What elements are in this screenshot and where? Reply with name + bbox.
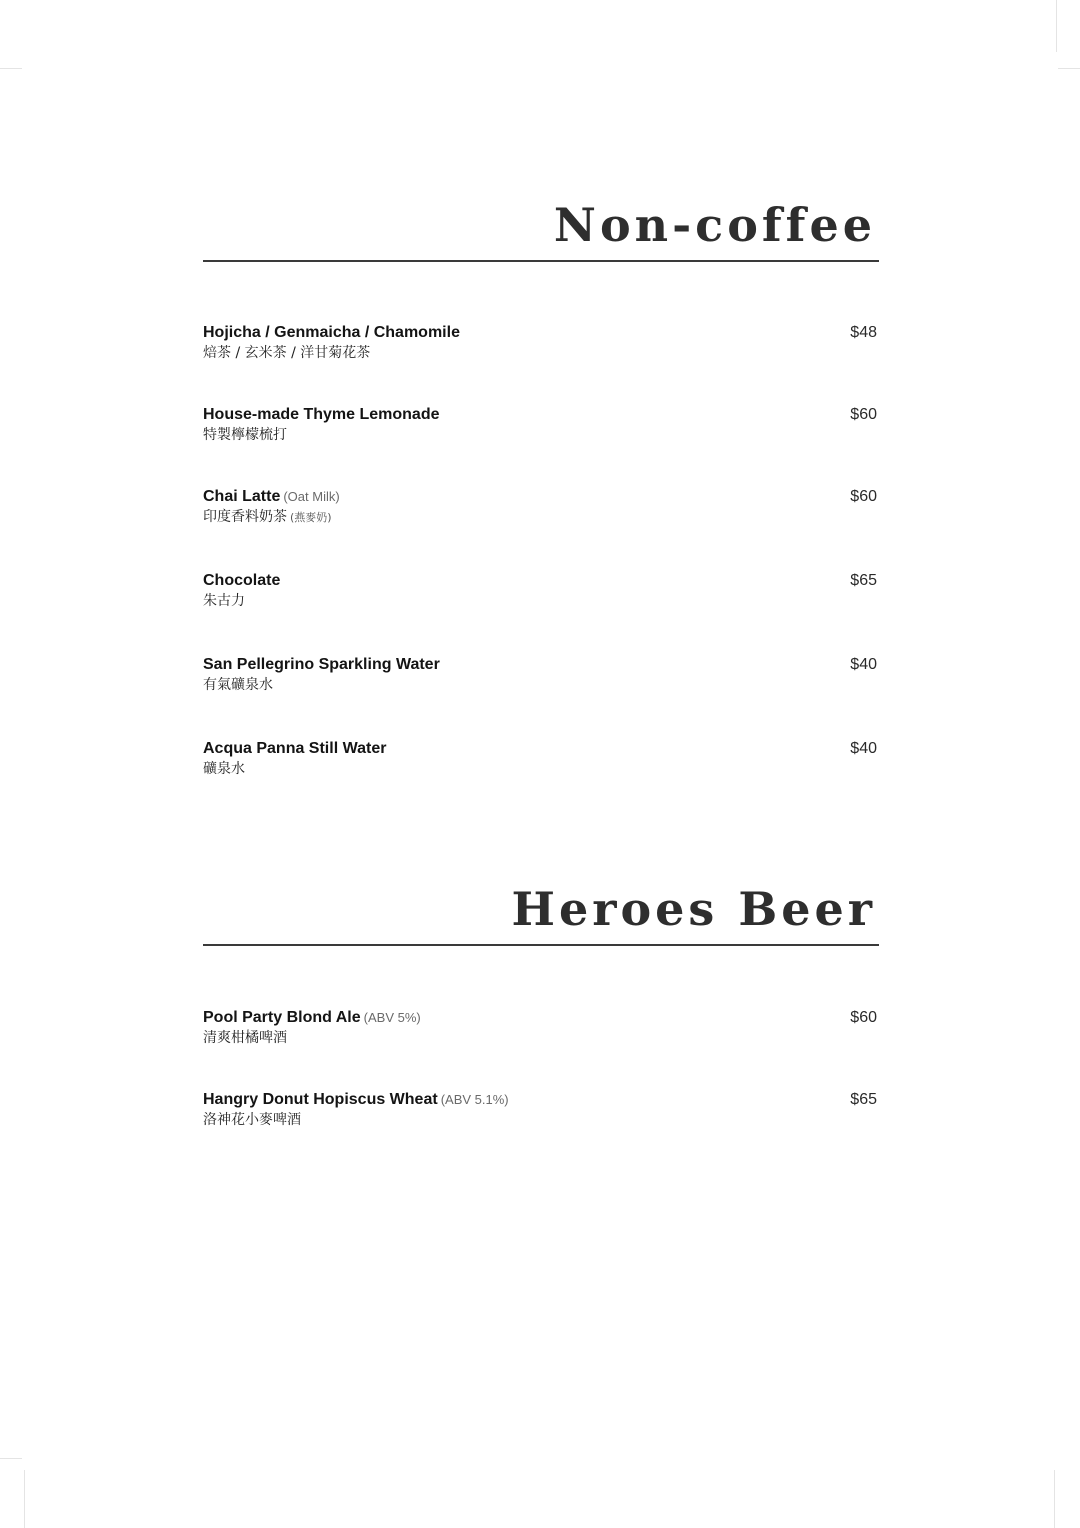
section-divider: [203, 944, 879, 946]
menu-item: [203, 487, 879, 528]
item-name-zh: 有氣礦泉水: [203, 677, 273, 693]
menu-item: [203, 739, 879, 779]
item-price: $40: [850, 740, 877, 757]
section-divider: [203, 260, 879, 262]
item-name-zh: 焙茶 / 玄米茶 / 洋甘菊花茶: [203, 345, 371, 361]
item-zh-line: [203, 507, 879, 528]
item-name: Pool Party Blond Ale: [203, 1009, 361, 1026]
item-price: $40: [850, 656, 877, 673]
crop-mark: [1054, 1470, 1055, 1528]
item-name-line: [203, 405, 879, 425]
item-name-zh: 朱古力: [203, 593, 245, 609]
crop-mark: [0, 1458, 22, 1459]
item-name: Hojicha / Genmaicha / Chamomile: [203, 324, 460, 341]
crop-mark: [24, 1470, 25, 1528]
item-name: Chai Latte: [203, 488, 281, 505]
item-name: House-made Thyme Lemonade: [203, 406, 440, 423]
menu-item: [203, 571, 879, 611]
item-name: Acqua Panna Still Water: [203, 740, 387, 757]
crop-mark: [1058, 68, 1080, 69]
item-name-line: [203, 487, 879, 507]
item-name-line: [203, 323, 879, 343]
item-name-zh: 洛神花小麥啤酒: [203, 1112, 301, 1128]
item-price: $60: [850, 406, 877, 423]
crop-mark: [1056, 0, 1057, 52]
item-note-zh: (燕麥奶): [290, 511, 332, 524]
item-price: $60: [850, 1009, 877, 1026]
item-note: (ABV 5.1%): [440, 1092, 509, 1107]
menu-item: [203, 405, 879, 445]
item-name: Chocolate: [203, 572, 281, 589]
item-name-line: [203, 1008, 879, 1028]
item-price: $65: [850, 1091, 877, 1108]
item-name-line: [203, 739, 879, 759]
item-price: $48: [850, 324, 877, 341]
item-name-line: [203, 655, 879, 675]
item-name: San Pellegrino Sparkling Water: [203, 656, 440, 673]
menu-item: [203, 323, 879, 363]
item-note: (Oat Milk): [283, 489, 340, 504]
crop-mark: [0, 68, 22, 69]
item-name: Hangry Donut Hopiscus Wheat: [203, 1091, 438, 1108]
item-price: $65: [850, 572, 877, 589]
section-title: Heroes Beer: [511, 882, 876, 936]
menu-item: [203, 1090, 879, 1130]
item-note: (ABV 5%): [363, 1010, 421, 1025]
item-name-zh: 礦泉水: [203, 761, 245, 777]
item-price: $60: [850, 488, 877, 505]
item-name-zh: 特製檸檬梳打: [203, 427, 287, 443]
menu-item: [203, 1008, 879, 1048]
item-name-line: [203, 1090, 879, 1110]
item-name-zh: 印度香料奶茶: [203, 509, 287, 525]
menu-item: [203, 655, 879, 695]
item-name-zh: 清爽柑橘啤酒: [203, 1030, 287, 1046]
section-title: Non-coffee: [553, 198, 876, 252]
item-name-line: [203, 571, 879, 591]
